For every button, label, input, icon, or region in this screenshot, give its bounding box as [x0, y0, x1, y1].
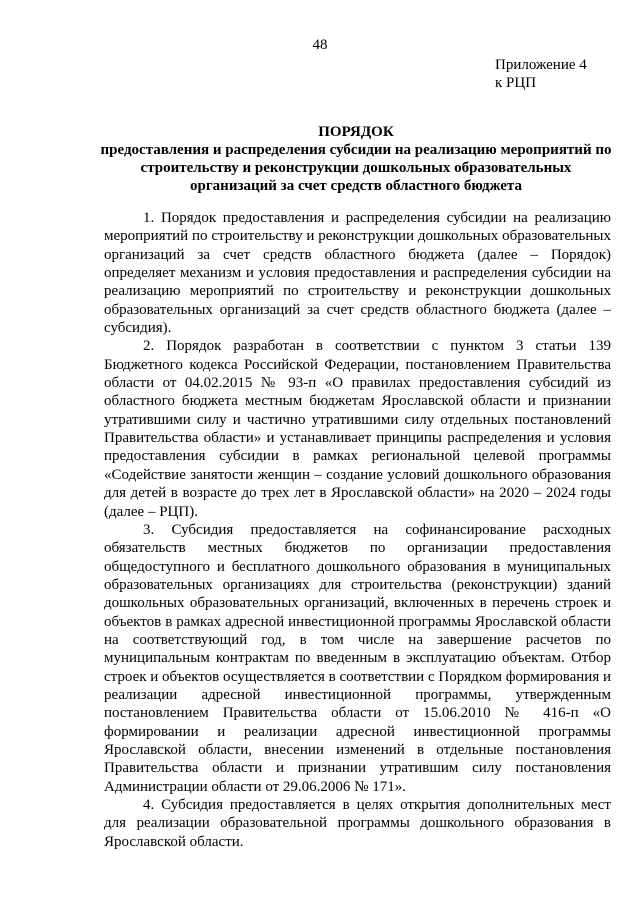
paragraph-2: 2. Порядок разработан в соответствии с пунктом 3 статьи 139 Бюджетного кодекса Российской Федерации, постановлением Правительства области от 04.02.2015 № 93-п «О правилах предоставления субсидий из областного бюджета местным бюджетам Ярославской области и признании утратившими силу и частично утратившими силу отдельных постановлений Правительства области» и устанавливает принципы распределения и условия предоставления субсидии в рамках региональной целевой программы «Содействие занятости женщин – создание условий дошкольного образования для детей в возрасте до трех лет в Ярославской области» на 2020 – 2024 годы (далее – РЦП). [104, 338, 611, 520]
document-body [104, 209, 611, 851]
page-number: 48 [312, 37, 328, 53]
document-subtitle: предоставления и распределения субсидии на реализацию мероприятий по строительству и реконструкции дошкольных образовательных организаций за счет средств областного бюджета [100, 142, 612, 194]
appendix-label [495, 56, 587, 92]
paragraph-4: 4. Субсидия предоставляется в целях открытия дополнительных мест для реализации образовательной программы дошкольного образования в Ярославской области. [104, 797, 611, 850]
paragraph-1: 1. Порядок предоставления и распределения субсидии на реализацию мероприятий по строительству и реконструкции дошкольных образовательных организаций за счет средств областного бюджета (далее – Порядок) определяет механизм и условия предоставления и распределения субсидии на реализацию мероприятий по строительству и реконструкции дошкольных образовательных организаций за счет средств областного бюджета (далее – субсидия). [104, 210, 611, 337]
appendix-line-2: к РЦП [495, 75, 537, 91]
document-heading [96, 123, 616, 195]
paragraph-3: 3. Субсидия предоставляется на софинансирование расходных обязательств местных бюджетов по организации предоставления общедоступного и бесплатного дошкольного образования в муниципальных образовательных организациях для строительства (реконструкции) зданий дошкольных образовательных организаций, включенных в перечень строек и объектов в рамках адресной инвестиционной программы Ярославской области на соответствующий год, в том числе на завершение расчетов по муниципальным контрактам по введенным в эксплуатацию объектам. Отбор строек и объектов осуществляется в соответствии с Порядком формирования и реализации адресной инвестиционной программы, утвержденным постановлением Правительства области от 15.06.2010 № 416-п «О формировании и реализации адресной инвестиционной программы Ярославской области, внесении изменений в отдельные постановления Правительства области и признании утратившим силу постановления Администрации области от 29.06.2006 № 171». [104, 521, 611, 795]
document-title: ПОРЯДОК [318, 124, 394, 140]
appendix-line-1: Приложение 4 [495, 57, 587, 73]
